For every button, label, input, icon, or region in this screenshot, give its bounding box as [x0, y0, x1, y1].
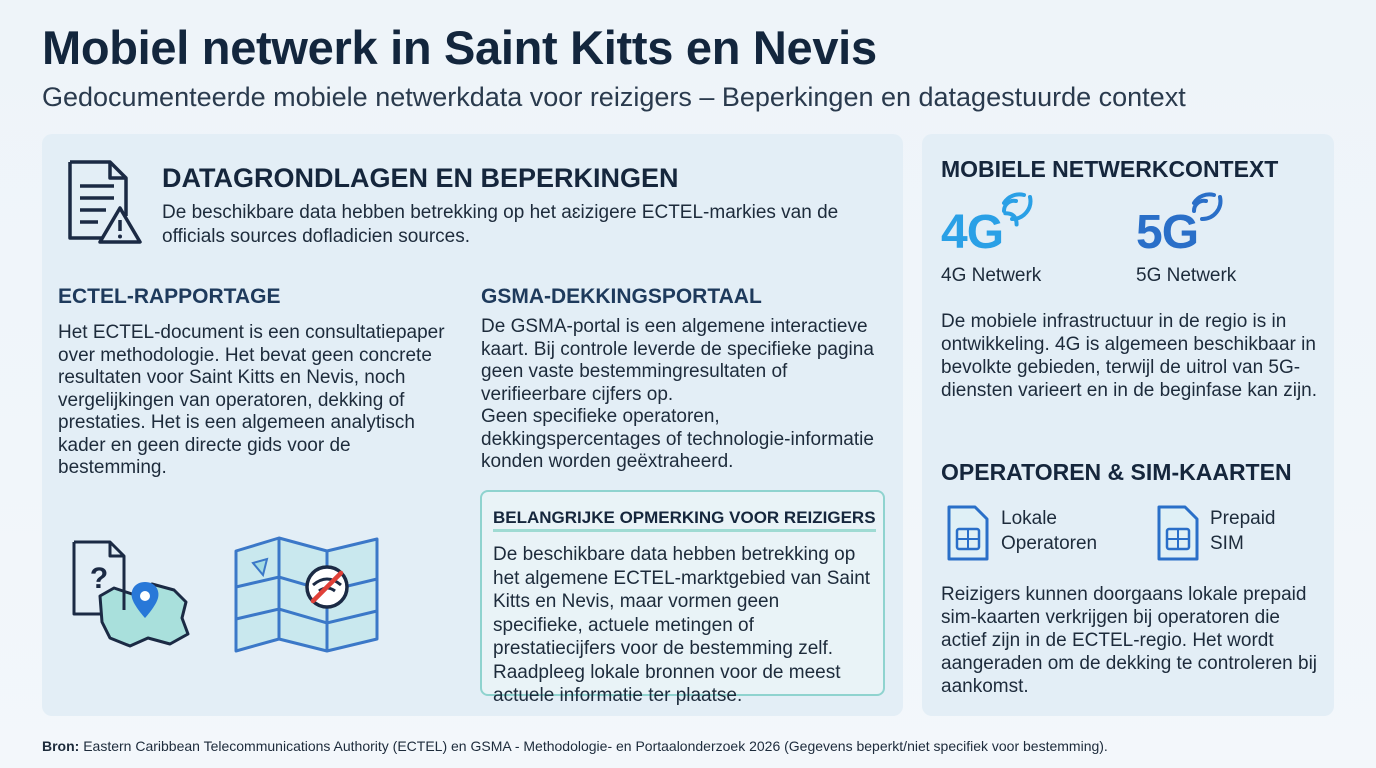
svg-text:?: ? — [89, 562, 109, 595]
traveler-note-text: De beschikbare data hebben betrekking op het algemene ECTEL-marktgebied van Saint Kitts en Nevis, maar vormen geen specifieke, actuele metingen of prestatiecijfers voor de bestemming zelf. Raadpleeg lokale bronnen voor de meest actuele informatie ter plaatse. — [493, 544, 871, 706]
data-limitations-text: De beschikbare data hebben betrekking op het aɛizigere ECTEL-markies van de officials sources dofladicien sources. — [162, 202, 839, 247]
operators-text: Reizigers kunnen doorgaans lokale prepaid sim-kaarten verkrijgen bij operatoren die actief zijn in de ECTEL-regio. Het wordt aangeraden om de dekking te controleren bij aankomst. — [941, 584, 1318, 697]
signal-icon — [1000, 191, 1036, 227]
document-question-location-icon — [70, 538, 195, 653]
page-title: Mobiel netwerk in Saint Kitts en Nevis — [42, 21, 877, 74]
traveler-note-heading: BELANGRIJKE OPMERKING VOOR REIZIGERS — [493, 508, 876, 532]
4g-badge: 4G — [941, 206, 1004, 259]
source-text: Eastern Caribbean Telecommunications Authority (ECTEL) en GSMA - Methodologie- en Portaalonderzoek 2026 (Gegevens beperkt/niet specifiek voor bestemming). — [79, 738, 1108, 754]
sim-prepaid-label: Prepaid SIM — [1210, 508, 1276, 554]
document-warning-icon — [64, 158, 144, 248]
network-context-heading: MOBIELE NETWERKCONTEXT — [941, 156, 1279, 182]
page-subtitle: Gedocumenteerde mobiele netwerkdata voor reizigers – Beperkingen en datagestuurde context — [42, 82, 1186, 112]
operators-heading: OPERATOREN & SIM-KAARTEN — [941, 459, 1292, 485]
ectel-text: Het ECTEL-document is een consultatiepaper over methodologie. Het bevat geen concrete resultaten voor Saint Kitts en Nevis, noch vergelijkingen van operatoren, dekking of prestaties. Het is een algemeen analytisch kader en geen directe gids voor de bestemming. — [58, 322, 445, 478]
ectel-heading: ECTEL-RAPPORTAGE — [58, 285, 281, 308]
5g-label: 5G Netwerk — [1136, 265, 1237, 286]
data-limitations-heading: DATAGRONDLAGEN EN BEPERKINGEN — [162, 163, 679, 193]
network-context-text: De mobiele infrastructuur in de regio is in ontwikkeling. 4G is algemeen beschikbaar in bevolkte gebieden, terwijl de uitrol van 5G-diensten varieert en in de beginfase kan zijn. — [941, 311, 1318, 401]
5g-badge: 5G — [1136, 206, 1199, 259]
signal-icon — [1190, 191, 1226, 227]
sim-local-label: Lokale Operatoren — [1001, 508, 1098, 554]
sim-card-icon — [945, 503, 991, 563]
gsma-heading: GSMA-DEKKINGSPORTAAL — [481, 285, 762, 308]
sim-card-icon — [1155, 503, 1201, 563]
gsma-text: De GSMA-portal is een algemene interactieve kaart. Bij controle leverde de specifieke pagina geen vaste bestemmingresultaten of verifieerbare cijfers op. Geen specifieke operatoren, dekkingspercentages of technologie-informatie konden worden geëxtraheerd. — [481, 316, 874, 472]
map-no-signal-icon — [233, 535, 381, 655]
4g-label: 4G Netwerk — [941, 265, 1042, 286]
source-footer — [42, 738, 1108, 754]
source-label: Bron: — [42, 738, 80, 754]
